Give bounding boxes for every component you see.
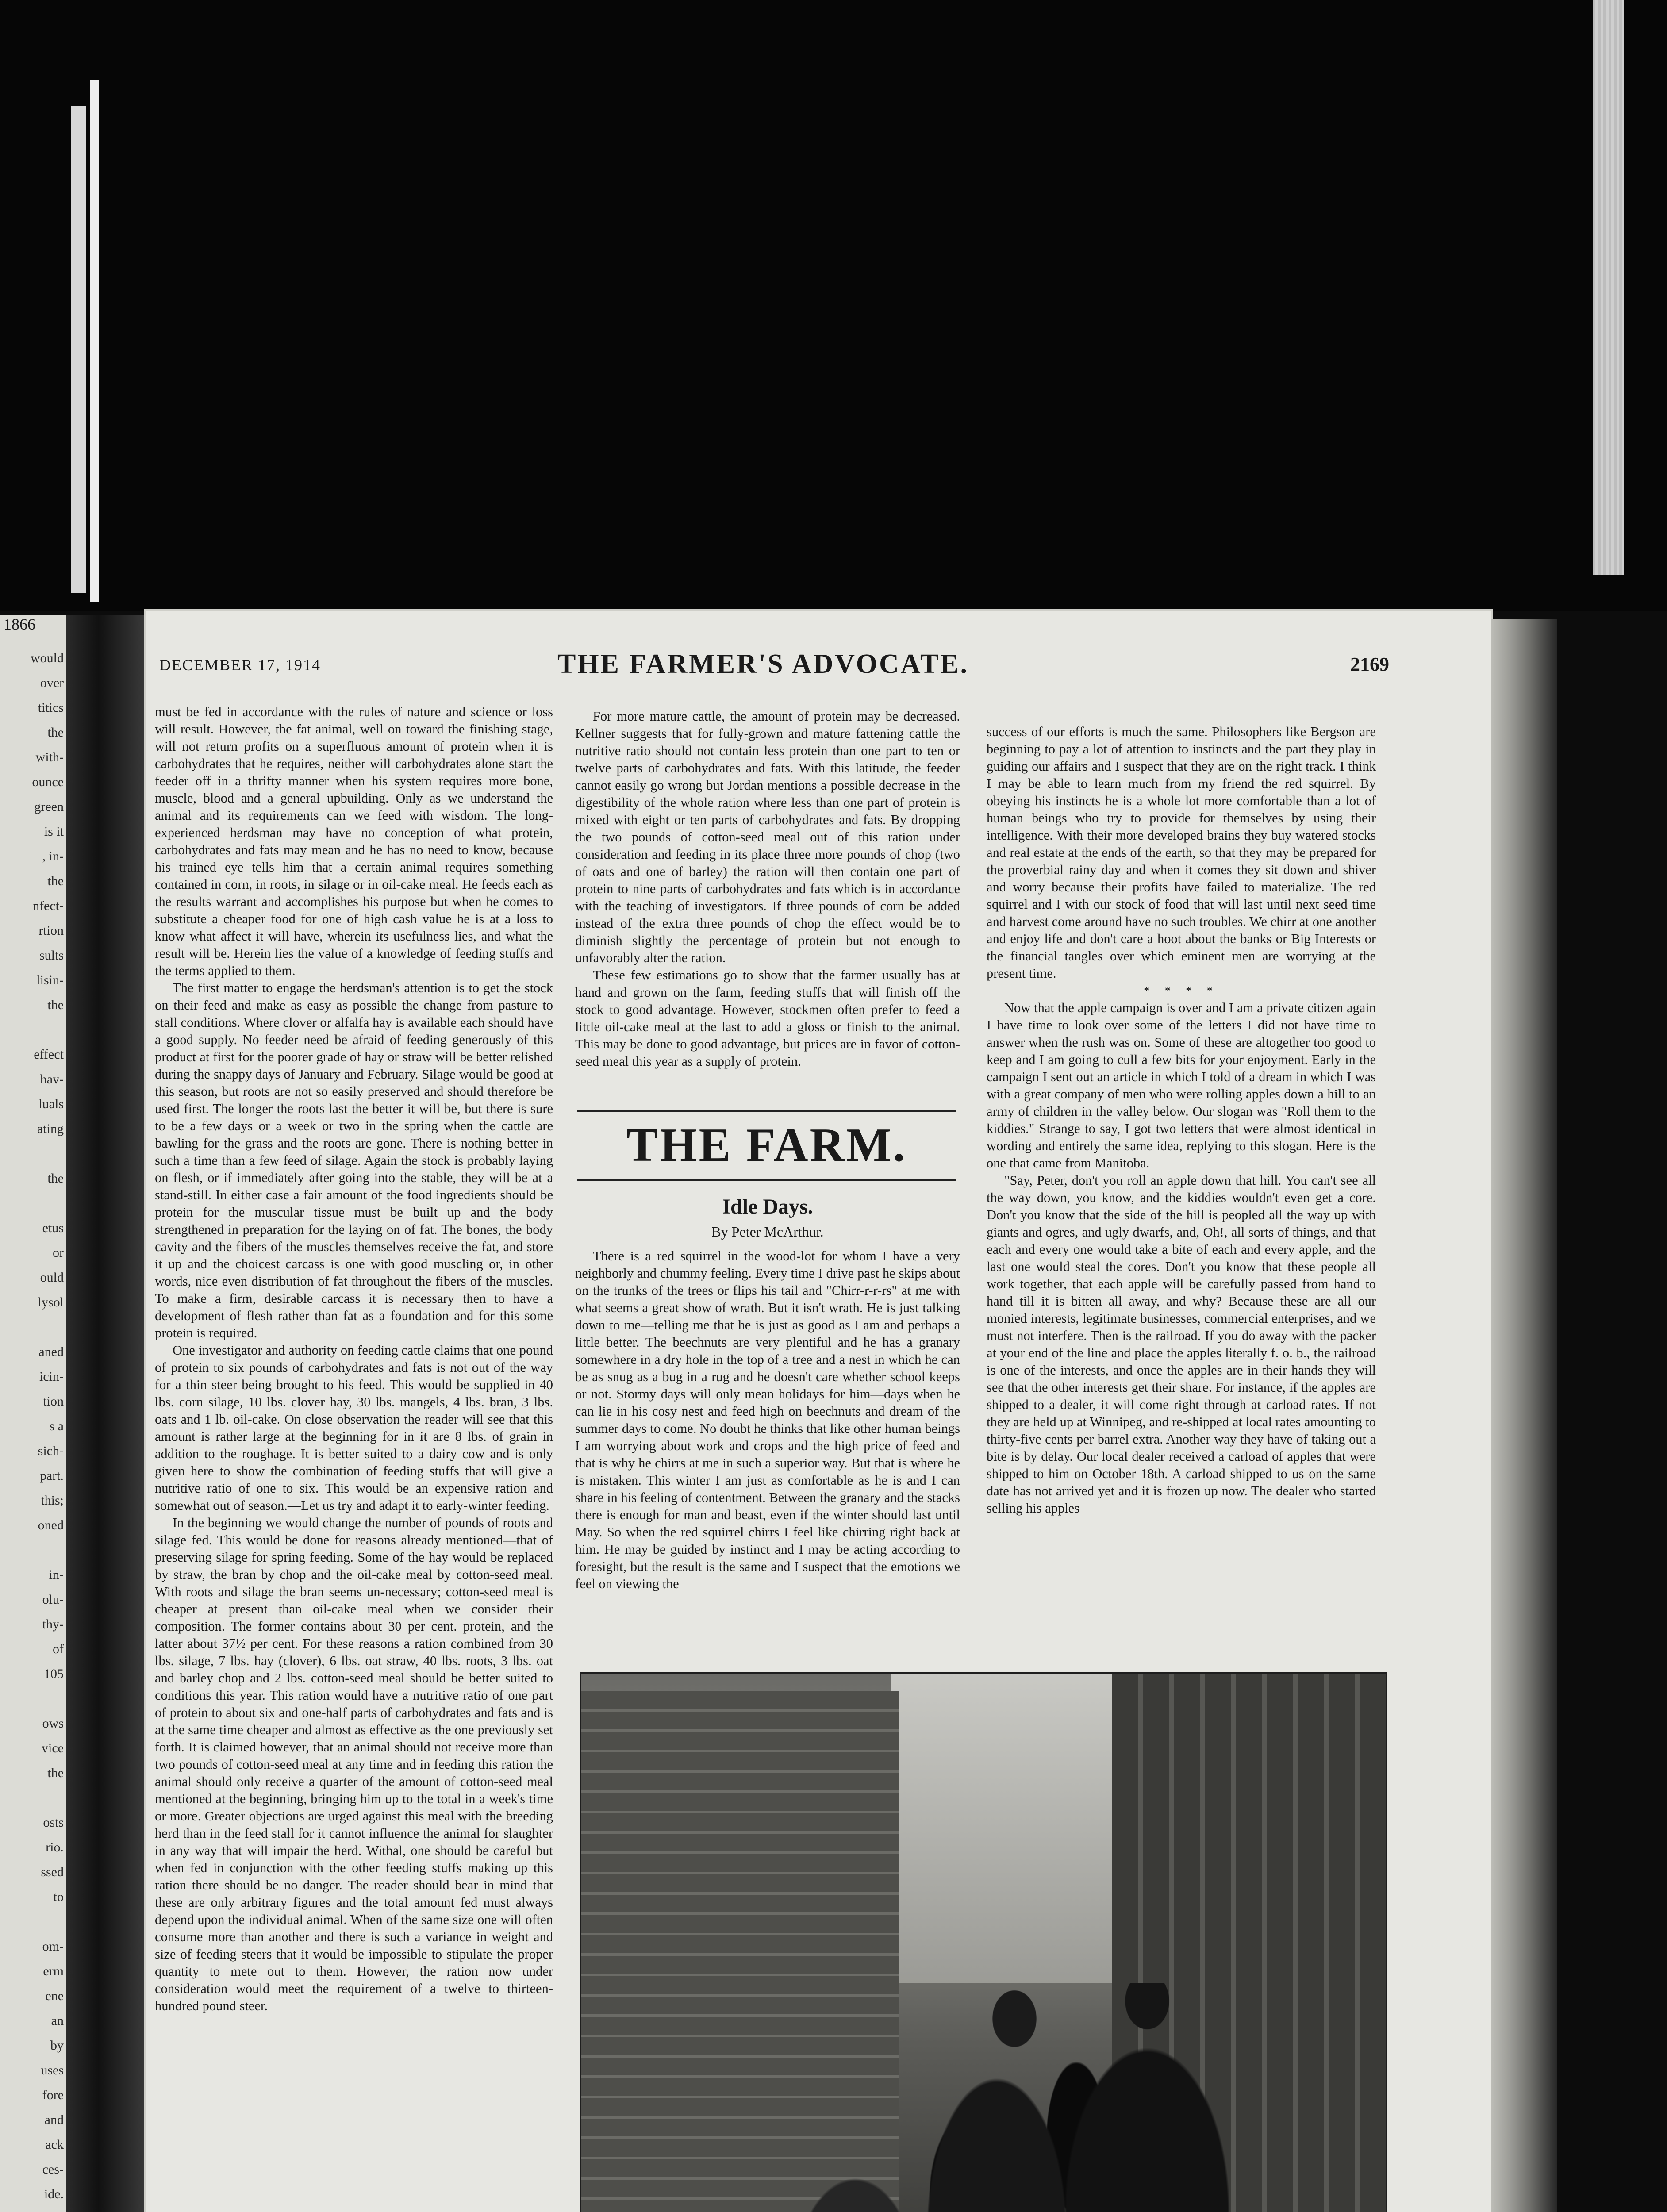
paragraph: Now that the apple campaign is over and I am a private citizen again I have time to look over some of the letters I did not have time to answer when the rush was on. Some of these are altogether too good to keep and I am going to cull a few bits for your enjoyment. Early in the campaign I sent out an article in which I told of a dream in which I was with a great company of men who were rolling apples down a hill to an army of children in the valley below. Our slogan was "Roll them to the kiddies." Strange to say, I got two letters that were almost identical in wording and entirely the same idea, replying to this slogan. Here is the one that came from Manitoba. [987,1000,1376,1171]
section-heading-text: THE FARM. [626,1119,907,1171]
paragraph: success of our efforts is much the same. Philosophers like Bergson are beginning to pay a lot of attention to instincts and the part they play in guiding our affairs and I suspect that they are on the right track. I think I may be able to learn much from my friend the red squirrel. By obeying his instincts he is a whole lot more comfortable than a lot of human beings who try to provide for themselves by using their intelligence. With their more developed brains they buy watered stocks and real estate at the ends of the earth, so that they may be prepared for the proverbial rainy day and when it comes they sit down and shiver and worry because their profits have failed to materialize. The red squirrel and I with our stock of food that will last until next seed time and harvest come around have no such troubles. We chirr at one another and enjoy life and don't care a hoot about the banks or Big Interests or the financial tangles over which eminent men are worrying at the present time. [987,724,1376,981]
adjacent-page-fragment [0,615,66,2212]
adjacent-page-line: etus [42,1221,64,1235]
adjacent-page-line [0,1315,66,1340]
paragraph: The first matter to engage the herdsman's attention is to get the stock on their feed and make as easy as possible the change from pasture to stall conditions. Where clover or alfalfa hay is available each should have a good supply. No feeder need be afraid of feeding generously of this product at first for the poorer grade of hay or straw will be better relished during the snappy days of January and February. Silage would be good at this season, but roots are not so easily preserved and should therefore be used first. The longer the roots last the better it will be, but there is sure to be a few days or a week or two in the spring when the cattle are bawling for the grass and the roots are gone. There is nothing better in such a time than a few feed of silage. Again the stock is probably laying on flesh, or if immediately after going into the stable, they will be at a stand-still. In either case a fair amount of the food ingredients should be protein for the muscular tissue must be built up and the body strengthened in preparation for the laying on of fat. The bones, the body cavity and the fibers of the muscles themselves receive the fat, and store it up and the choicest carcass is one with good muscling or, in other words, nice even distribution of fat throughout the fibers of the muscles. To make a firm, desirable carcass it is necessary then to have a development of flesh rather than fat as a foundation and for this some protein is required. [155,980,553,1340]
adjacent-page-line: the [47,874,64,888]
adjacent-page-line: tion [43,1394,64,1409]
adjacent-page-line: , in- [42,849,64,864]
adjacent-page-line: ating [37,1121,64,1136]
adjacent-page-line: the [47,1766,64,1780]
page-edge [1491,619,1557,2212]
scan-background [0,0,1667,611]
adjacent-page-line: lisin- [36,973,64,987]
adjacent-page-line [0,2207,66,2212]
adjacent-page-line: erm [43,1964,64,1978]
adjacent-page-line: rtion [38,923,64,938]
adjacent-page-line: ene [45,1989,64,2003]
adjacent-page-line: to [53,1889,64,1904]
adjacent-page-line: and [44,2112,64,2127]
adjacent-page-line: titics [38,700,64,715]
adjacent-page-line: would [31,651,64,665]
adjacent-page-line: olu- [42,1592,64,1607]
adjacent-page-line: effect [34,1047,64,1062]
book-gutter [66,615,146,2212]
adjacent-page-line: this; [41,1493,64,1508]
adjacent-page-line [0,1538,66,1563]
adjacent-page-line: thy- [42,1617,64,1632]
article-title: Idle Days. [722,1195,813,1218]
issue-date: DECEMBER 17, 1914 [159,656,321,674]
adjacent-page-line: the [47,1171,64,1186]
column-two-top [575,708,960,1097]
section-heading [577,1110,956,1181]
adjacent-page-line [0,1191,66,1216]
adjacent-page-line: fore [42,2088,64,2102]
page-number: 2169 [1350,653,1389,675]
adjacent-page-line: uses [41,2063,64,2078]
adjacent-page-line: the [47,998,64,1012]
adjacent-page-line [0,1141,66,1166]
adjacent-page-line: sich- [38,1444,64,1458]
article-byline: By Peter McArthur. [711,1224,824,1240]
adjacent-page-line: sults [39,948,64,963]
adjacent-page-lines [0,646,66,2212]
adjacent-page-line: ows [42,1716,64,1731]
scan-edge-strip [90,80,99,602]
adjacent-page-line: osts [43,1815,64,1830]
paragraph: These few estimations go to show that the farmer usually has at hand and grown on the farm, feeding stuffs that will finish off the stock to good advantage. However, stockmen often prefer to feed a little oil-cake meal at the last to add a gloss or finish to the animal. This may be done to good advantage, but prices are in favor of cotton-seed meal this year as a supply of protein. [575,968,960,1069]
adjacent-page-line: over [40,676,64,690]
adjacent-page-line: hav- [40,1072,64,1087]
adjacent-page-line: s a [49,1419,64,1433]
adjacent-page-line: an [51,2013,64,2028]
adjacent-page-line [0,1018,66,1042]
adjacent-page-line: part. [39,1468,64,1483]
page-header [159,647,1389,700]
adjacent-page-line: ide. [44,2187,64,2201]
adjacent-page-line [0,1909,66,1934]
adjacent-page-line: luals [38,1097,64,1111]
adjacent-page-line: ould [40,1270,64,1285]
adjacent-page-line: ack [45,2137,64,2152]
adjacent-page-line: with- [35,750,64,764]
section-divider: * * * * [1144,984,1219,997]
adjacent-page-line: is it [44,824,64,839]
adjacent-page-line: vice [42,1741,64,1755]
adjacent-page-line: ounce [32,775,64,789]
adjacent-page-line: ces- [42,2162,64,2177]
paragraph: One investigator and authority on feeding cattle claims that one pound of protein to six pounds of carbohydrates and fats is not out of the way for a thin steer being brought to his feed. This would be supplied in 40 lbs. corn silage, 10 lbs. clover hay, 30 lbs. mangels, 4 lbs. bran, 3 lbs. oats and 1 lb. oil-cake. On close observation the reader will see that this amount is rather large at the beginning for in it are 8 lbs. of grain in addition to the roughage. It is better suited to a dairy cow and is only given here to show the combination of feeding stuffs that will give a nutritive ratio of one to six. This would be an expensive ration and somewhat out of season.—Let us try and adapt it to early-winter feeding. [155,1343,553,1513]
photo-sky [891,1674,1121,1983]
publication-title: THE FARMER'S ADVOCATE. [557,649,969,679]
paragraph: For more mature cattle, the amount of protein may be decreased. Kellner suggests that for fully-grown and mature fattening cattle the nutritive ratio should not contain less protein than one part to ten or twelve parts of carbohydrates and fats. With this latitude, the feeder cannot easily go wrong but Jordan mentions a possible decrease in the digestibility of the whole ration where less than one part of protein is mixed with eight or ten parts of carbohydrates and fats. By dropping the two pounds of cotton-seed meal out of this ration under consideration and feeding in its place three more pounds of chop (two of oats and one of barley) the ration will then contain one part of protein to nine parts of carbohydrates and fats which is in accordance with the teaching of investigators. If three pounds of corn be added instead of the extra three pounds of chop the effect would be to diminish slightly the percentage of protein but not enough to unfavorably alter the ration. [575,709,960,965]
photo-riders [767,1983,1298,2212]
adjacent-page-line [0,1686,66,1711]
adjacent-page-line: oned [38,1518,64,1532]
adjacent-page-line [0,1786,66,1810]
adjacent-page-line: by [50,2038,64,2053]
adjacent-page-line: rio. [46,1840,64,1855]
paragraph: There is a red squirrel in the wood-lot for whom I have a very neighborly and chummy feeling. Every time I drive past he skips about on the trunks of the trees or flips his tail and "Chirr-r-r-rs" at me with what seems a great show of wrath. But it isn't wrath. He is just talking down to me—telling me that he is just as good as I am and perhaps a little better. The beechnuts are very plentiful and he has a granary somewhere in a dry hole in the top of a tree and a nest in which he can be as snug as a bug in a rug and he doesn't care whether school keeps or not. Stormy days will only mean holidays for him—days when he can lie in his cosy nest and feed high on beechnuts and dream of the summer days to come. No doubt he thinks that like other human beings I am worrying about work and crops and the high price of feed and that is why he chirrs at me in such a superior way. But that is where he is mistaken. This winter I am just as comfortable as he is and I can share in his feeling of contentment. Between the granary and the stacks there is enough for man and beast, even if the winter should last until May. So when the red squirrel chirrs I feel like chirring right back at him. He may be guided by instinct and I may be acting according to foresight, but the result is the same and I suspect that the emotions we feel on viewing the [575,1248,960,1591]
column-two-article [575,1248,960,1655]
adjacent-page-line: icin- [39,1369,64,1384]
scan-edge-strip [71,106,86,593]
adjacent-page-line: om- [42,1939,64,1954]
adjacent-page-line: aned [38,1344,64,1359]
paragraph: In the beginning we would change the number of pounds of roots and silage fed. This would be done for reasons already mentioned—that of preserving silage for spring feeding. Some of the hay would be replaced by straw, the bran by chop and the oil-cake meal by cotton-seed meal. With roots and silage the bran seems un-necessary; cotton-seed meal is cheaper at present than oil-cake meal when we consider their composition. The former contains about 30 per cent. protein, and the latter about 37½ per cent. For these reasons a ration combined from 30 lbs. silage, 7 lbs. hay (clover), 6 lbs. oat straw, 40 lbs. roots, 3 lbs. oat and barley chop and 2 lbs. cotton-seed meal should be better suited to conditions this year. This ration would have a nutritive ratio of one part of protein to about six and one-half parts of carbohydrates and fats and is at the same time cheaper and almost as effective as the one previously set forth. It is claimed however, that an animal should not receive more than two pounds of cotton-seed meal at any time and in feeding this ration the animal should only receive a quarter of the amount of cotton-seed meal mentioned at the beginning, bringing him up to the total in a week's time or more. Greater objections are urged against this meal with the breeding herd than in the feed stall for it cannot influence the animal for slaughter in any way that will impair the herd. Withal, one should be careful but when fed in conjunction with the other feeding stuffs making up this ration there should be no danger. The reader should bear in mind that these are only arbitrary figures and the total amount fed must always depend upon the individual animal. When of the same size one will often consume more than another and there is such a variance in weight and size of feeding steers that it would be impossible to stipulate the proper quantity to mete out to them. However, the ration now under consideration would meet the requirement of a twelve to thirteen-hundred pound steer. [155,1515,553,2013]
column-one [155,703,553,2212]
adjacent-page-line: 105 [44,1667,64,1681]
adjacent-page-line: of [53,1642,64,1656]
adjacent-page-line: in- [49,1567,64,1582]
paragraph: must be fed in accordance with the rules of nature and science or loss will result. However, the fat animal, well on toward the finishing stage, will not return profits on a superfluous amount of protein when it is carbohydrates that he requires, neither will carbohydrates alone start the feeder off in a thrifty manner when his system requires more bone, muscle, blood and a general upbuilding. Only as we understand the animal and its requirements can we feed with wisdom. The long-experienced herdsman may have no conception of what protein, carbohydrates and fats may mean and he has no need to know, because his trained eye tells him that a certain animal requires something contained in corn, in roots, in silage or in oil-cake meal. He feeds each as the results warrant and accomplishes his purpose but when he comes to substitute a cheaper food for one of high cash value he is at a loss to know what affect it will have, wherein its usefulness lies, and what the result will be. Herein lies the value of a knowledge of feeding stuffs and the terms applied to them. [155,704,553,978]
adjacent-page-line: or [53,1245,64,1260]
adjacent-page-line: ssed [41,1865,64,1879]
adjacent-page-line: the [47,725,64,740]
adjacent-page-line: green [34,799,64,814]
column-three [987,723,1376,1705]
page-edge-stack [1593,0,1624,575]
photograph-soldiers-on-horseback [580,1672,1387,2212]
adjacent-page-line: nfect- [33,899,64,913]
paragraph: "Say, Peter, don't you roll an apple down that hill. You can't see all the way down, you know, and the kiddies wouldn't even get a core. Don't you know that the side of the hill is peopled all the way up with giants and ogres, and ugly dwarfs, and, Oh!, all sorts of things, and that each and every one would take a bite of each and every apple, and the last one would steal the cores. Don't you know that these people all work together, that each apple will be carefully passed from hand to hand till it is bitten all away, and why? Because these are all our monied interests, legitimate businesses, commercial enterprises, and we must not interfere. Then is the railroad. If you do away with the packer at your end of the line and place the apples literally f. o. b., the railroad is one of the interests, and once the apples are in their hands they will see that the other interests get their share. For instance, if the apples are shipped to a dealer, it will come right through at carload rates. If not they are held up at Winnipeg, and re-shipped at local rates amounting to thirty-five cents per barrel extra. Another way they have of taking out a bite is by delay. Our local dealer received a carload of apples that were shipped to him on October 18th. A carload shipped to us on the same date has not arrived yet and it is frozen up now. The dealer who started selling his apples [987,1173,1376,1516]
adjacent-page-line: lysol [38,1295,64,1310]
adjacent-page-number: 1866 [4,615,35,633]
